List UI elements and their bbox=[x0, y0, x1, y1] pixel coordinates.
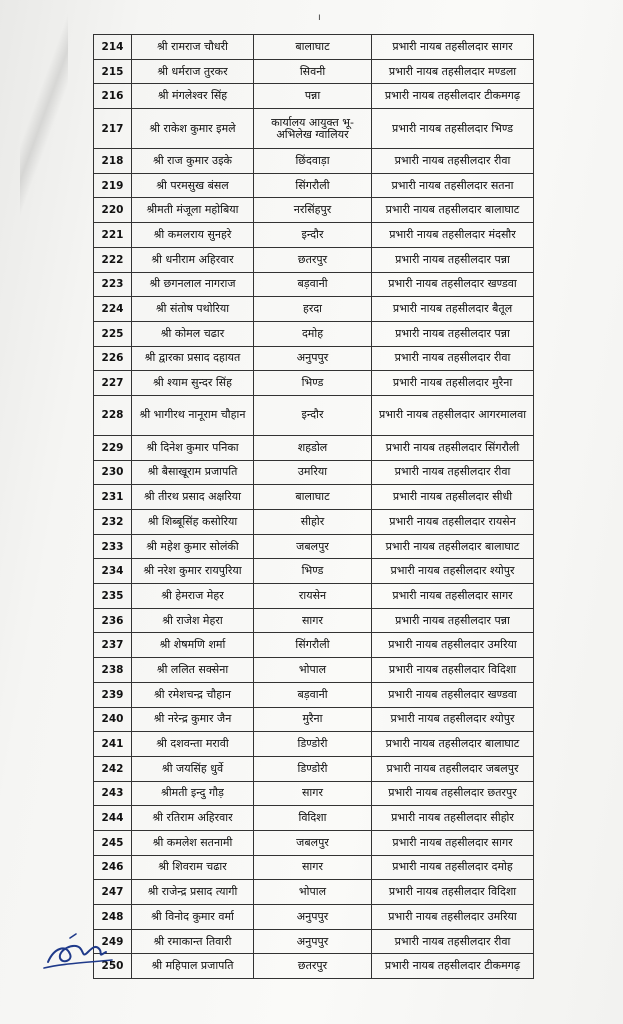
row-number: 239 bbox=[94, 682, 132, 707]
table-row bbox=[94, 608, 534, 633]
table-row bbox=[94, 781, 534, 806]
table-row bbox=[94, 321, 534, 346]
table-row bbox=[94, 173, 534, 198]
table-row bbox=[94, 395, 534, 435]
table-row bbox=[94, 707, 534, 732]
row-number: 238 bbox=[94, 658, 132, 683]
posted-as: प्रभारी नायब तहसीलदार बालाघाट bbox=[372, 198, 534, 223]
current-district: उमरिया bbox=[254, 460, 372, 485]
current-district: बालाघाट bbox=[254, 35, 372, 60]
row-number: 226 bbox=[94, 346, 132, 371]
table-row bbox=[94, 460, 534, 485]
row-number: 247 bbox=[94, 880, 132, 905]
officer-name: श्री कमलराय सुनहरे bbox=[132, 223, 254, 248]
posted-as: प्रभारी नायब तहसीलदार विदिशा bbox=[372, 658, 534, 683]
current-district: कार्यालय आयुक्त भू-अभिलेख ग्वालियर bbox=[254, 109, 372, 149]
current-district: सीहोर bbox=[254, 510, 372, 535]
posted-as: प्रभारी नायब तहसीलदार विदिशा bbox=[372, 880, 534, 905]
table-row bbox=[94, 346, 534, 371]
current-district: हरदा bbox=[254, 297, 372, 322]
row-number: 246 bbox=[94, 855, 132, 880]
row-number: 236 bbox=[94, 608, 132, 633]
row-number: 229 bbox=[94, 435, 132, 460]
current-district: रायसेन bbox=[254, 584, 372, 609]
signature-icon bbox=[40, 930, 120, 975]
row-number: 250 bbox=[94, 954, 132, 979]
posted-as: प्रभारी नायब तहसीलदार सीधी bbox=[372, 485, 534, 510]
officer-name: श्री श्याम सुन्दर सिंह bbox=[132, 371, 254, 396]
posted-as: प्रभारी नायब तहसीलदार रीवा bbox=[372, 929, 534, 954]
posted-as: प्रभारी नायब तहसीलदार जबलपुर bbox=[372, 756, 534, 781]
posting-table bbox=[93, 34, 534, 979]
table-row bbox=[94, 84, 534, 109]
officer-name: श्री शिवराम चढार bbox=[132, 855, 254, 880]
table-row bbox=[94, 855, 534, 880]
posted-as: प्रभारी नायब तहसीलदार सागर bbox=[372, 35, 534, 60]
posted-as: प्रभारी नायब तहसीलदार पन्ना bbox=[372, 247, 534, 272]
posted-as: प्रभारी नायब तहसीलदार सीहोर bbox=[372, 806, 534, 831]
posted-as: प्रभारी नायब तहसीलदार सागर bbox=[372, 830, 534, 855]
table-row bbox=[94, 584, 534, 609]
posted-as: प्रभारी नायब तहसीलदार रायसेन bbox=[372, 510, 534, 535]
posted-as: प्रभारी नायब तहसीलदार पन्ना bbox=[372, 321, 534, 346]
posted-as: प्रभारी नायब तहसीलदार श्योपुर bbox=[372, 559, 534, 584]
officer-name: श्री कमलेश सतनामी bbox=[132, 830, 254, 855]
row-number: 223 bbox=[94, 272, 132, 297]
posted-as: प्रभारी नायब तहसीलदार बालाघाट bbox=[372, 534, 534, 559]
current-district: भोपाल bbox=[254, 658, 372, 683]
officer-name: श्री नरेन्द्र कुमार जैन bbox=[132, 707, 254, 732]
table-row bbox=[94, 59, 534, 84]
row-number: 215 bbox=[94, 59, 132, 84]
current-district: नरसिंहपुर bbox=[254, 198, 372, 223]
officer-name: श्री दशवन्ता मरावी bbox=[132, 732, 254, 757]
posted-as: प्रभारी नायब तहसीलदार सिंगरौली bbox=[372, 435, 534, 460]
officer-name: श्री धनीराम अहिरवार bbox=[132, 247, 254, 272]
officer-name: श्री छगनलाल नागराज bbox=[132, 272, 254, 297]
officer-name: श्री धर्मराज तुरकर bbox=[132, 59, 254, 84]
row-number: 232 bbox=[94, 510, 132, 535]
table-row bbox=[94, 830, 534, 855]
posted-as: प्रभारी नायब तहसीलदार बैतूल bbox=[372, 297, 534, 322]
row-number: 234 bbox=[94, 559, 132, 584]
officer-name: श्री जयसिंह धुर्वे bbox=[132, 756, 254, 781]
officer-name: श्री तीरथ प्रसाद अक्षरिया bbox=[132, 485, 254, 510]
row-number: 214 bbox=[94, 35, 132, 60]
officer-name: श्री संतोष पथोरिया bbox=[132, 297, 254, 322]
page-fold-shadow bbox=[20, 0, 68, 230]
row-number: 242 bbox=[94, 756, 132, 781]
current-district: बालाघाट bbox=[254, 485, 372, 510]
current-district: सागर bbox=[254, 608, 372, 633]
current-district: अनुपपुर bbox=[254, 905, 372, 930]
row-number: 225 bbox=[94, 321, 132, 346]
officer-name: श्री रतिराम अहिरवार bbox=[132, 806, 254, 831]
current-district: सिंगरौली bbox=[254, 173, 372, 198]
current-district: जबलपुर bbox=[254, 830, 372, 855]
row-number: 224 bbox=[94, 297, 132, 322]
row-number: 230 bbox=[94, 460, 132, 485]
current-district: बड़वानी bbox=[254, 682, 372, 707]
row-number: 221 bbox=[94, 223, 132, 248]
table-row bbox=[94, 682, 534, 707]
row-number: 245 bbox=[94, 830, 132, 855]
table-row bbox=[94, 109, 534, 149]
officer-name: श्री रमेशचन्द्र चौहान bbox=[132, 682, 254, 707]
table-row bbox=[94, 658, 534, 683]
posted-as: प्रभारी नायब तहसीलदार पन्ना bbox=[372, 608, 534, 633]
row-number: 222 bbox=[94, 247, 132, 272]
row-number: 235 bbox=[94, 584, 132, 609]
table-row bbox=[94, 371, 534, 396]
row-number: 233 bbox=[94, 534, 132, 559]
officer-name: श्री राजेश मेहरा bbox=[132, 608, 254, 633]
row-number: 218 bbox=[94, 149, 132, 174]
row-number: 217 bbox=[94, 109, 132, 149]
row-number: 237 bbox=[94, 633, 132, 658]
officer-name: श्री ललित सक्सेना bbox=[132, 658, 254, 683]
table-row bbox=[94, 35, 534, 60]
table-row bbox=[94, 905, 534, 930]
posted-as: प्रभारी नायब तहसीलदार श्योपुर bbox=[372, 707, 534, 732]
posted-as: प्रभारी नायब तहसीलदार रीवा bbox=[372, 149, 534, 174]
current-district: अनुपपुर bbox=[254, 929, 372, 954]
table-row bbox=[94, 929, 534, 954]
table-row bbox=[94, 756, 534, 781]
current-district: डिण्डोरी bbox=[254, 732, 372, 757]
posted-as: प्रभारी नायब तहसीलदार भिण्ड bbox=[372, 109, 534, 149]
table-row bbox=[94, 633, 534, 658]
officer-name: श्री रामराज चौधरी bbox=[132, 35, 254, 60]
current-district: अनुपपुर bbox=[254, 346, 372, 371]
officer-name: श्री राजेन्द्र प्रसाद त्यागी bbox=[132, 880, 254, 905]
current-district: पन्ना bbox=[254, 84, 372, 109]
posted-as: प्रभारी नायब तहसीलदार खण्डवा bbox=[372, 272, 534, 297]
current-district: भिण्ड bbox=[254, 559, 372, 584]
current-district: डिण्डोरी bbox=[254, 756, 372, 781]
posted-as: प्रभारी नायब तहसीलदार मण्डला bbox=[372, 59, 534, 84]
officer-name: श्री शेषमणि शर्मा bbox=[132, 633, 254, 658]
officer-name: श्री मंगलेश्वर सिंह bbox=[132, 84, 254, 109]
officer-name: श्री महिपाल प्रजापति bbox=[132, 954, 254, 979]
table-row bbox=[94, 880, 534, 905]
current-district: दमोह bbox=[254, 321, 372, 346]
table-row bbox=[94, 510, 534, 535]
officer-name: श्री रमाकान्त तिवारी bbox=[132, 929, 254, 954]
posted-as: प्रभारी नायब तहसीलदार मुरैना bbox=[372, 371, 534, 396]
current-district: शहडोल bbox=[254, 435, 372, 460]
officer-name: श्री राज कुमार उइके bbox=[132, 149, 254, 174]
officer-name: श्री शिब्बूसिंह कसोरिया bbox=[132, 510, 254, 535]
row-number: 249 bbox=[94, 929, 132, 954]
officer-name: श्री महेश कुमार सोलंकी bbox=[132, 534, 254, 559]
officer-name: श्री दिनेश कुमार पनिका bbox=[132, 435, 254, 460]
posting-table-body bbox=[94, 35, 534, 979]
table-row bbox=[94, 297, 534, 322]
officer-name: श्री परमसुख बंसल bbox=[132, 173, 254, 198]
officer-name: श्री नरेश कुमार रायपुरिया bbox=[132, 559, 254, 584]
row-number: 228 bbox=[94, 395, 132, 435]
table-row bbox=[94, 806, 534, 831]
posted-as: प्रभारी नायब तहसीलदार मंदसौर bbox=[372, 223, 534, 248]
current-district: सिवनी bbox=[254, 59, 372, 84]
table-row bbox=[94, 732, 534, 757]
posted-as: प्रभारी नायब तहसीलदार छतरपुर bbox=[372, 781, 534, 806]
posted-as: प्रभारी नायब तहसीलदार बालाघाट bbox=[372, 732, 534, 757]
current-district: इन्दौर bbox=[254, 395, 372, 435]
current-district: सिंगरौली bbox=[254, 633, 372, 658]
officer-name: श्री बैसाखूराम प्रजापति bbox=[132, 460, 254, 485]
row-number: 227 bbox=[94, 371, 132, 396]
posted-as: प्रभारी नायब तहसीलदार सतना bbox=[372, 173, 534, 198]
page-mark: ı bbox=[318, 12, 321, 23]
officer-name: श्रीमती मंजूला महोबिया bbox=[132, 198, 254, 223]
table-row bbox=[94, 954, 534, 979]
row-number: 216 bbox=[94, 84, 132, 109]
table-row bbox=[94, 435, 534, 460]
current-district: भोपाल bbox=[254, 880, 372, 905]
posted-as: प्रभारी नायब तहसीलदार उमरिया bbox=[372, 633, 534, 658]
officer-name: श्री द्वारका प्रसाद दहायत bbox=[132, 346, 254, 371]
row-number: 219 bbox=[94, 173, 132, 198]
row-number: 220 bbox=[94, 198, 132, 223]
officer-name: श्री राकेश कुमार इमले bbox=[132, 109, 254, 149]
row-number: 248 bbox=[94, 905, 132, 930]
current-district: छतरपुर bbox=[254, 954, 372, 979]
current-district: सागर bbox=[254, 781, 372, 806]
posted-as: प्रभारी नायब तहसीलदार आगरमालवा bbox=[372, 395, 534, 435]
officer-name: श्रीमती इन्दु गौड़ bbox=[132, 781, 254, 806]
current-district: सागर bbox=[254, 855, 372, 880]
posted-as: प्रभारी नायब तहसीलदार टीकमगढ़ bbox=[372, 84, 534, 109]
table-row bbox=[94, 534, 534, 559]
posted-as: प्रभारी नायब तहसीलदार सागर bbox=[372, 584, 534, 609]
current-district: भिण्ड bbox=[254, 371, 372, 396]
current-district: छतरपुर bbox=[254, 247, 372, 272]
posted-as: प्रभारी नायब तहसीलदार दमोह bbox=[372, 855, 534, 880]
current-district: विदिशा bbox=[254, 806, 372, 831]
row-number: 231 bbox=[94, 485, 132, 510]
row-number: 240 bbox=[94, 707, 132, 732]
current-district: मुरैना bbox=[254, 707, 372, 732]
table-row bbox=[94, 485, 534, 510]
current-district: इन्दौर bbox=[254, 223, 372, 248]
table-row bbox=[94, 272, 534, 297]
table-row bbox=[94, 223, 534, 248]
officer-name: श्री कोमल चढार bbox=[132, 321, 254, 346]
posted-as: प्रभारी नायब तहसीलदार उमरिया bbox=[372, 905, 534, 930]
table-row bbox=[94, 149, 534, 174]
table-row bbox=[94, 559, 534, 584]
posted-as: प्रभारी नायब तहसीलदार टीकमगढ़ bbox=[372, 954, 534, 979]
table-row bbox=[94, 247, 534, 272]
current-district: छिंदवाड़ा bbox=[254, 149, 372, 174]
current-district: जबलपुर bbox=[254, 534, 372, 559]
current-district: बड़वानी bbox=[254, 272, 372, 297]
posted-as: प्रभारी नायब तहसीलदार रीवा bbox=[372, 346, 534, 371]
row-number: 243 bbox=[94, 781, 132, 806]
posted-as: प्रभारी नायब तहसीलदार खण्डवा bbox=[372, 682, 534, 707]
posted-as: प्रभारी नायब तहसीलदार रीवा bbox=[372, 460, 534, 485]
officer-name: श्री विनोद कुमार वर्मा bbox=[132, 905, 254, 930]
officer-name: श्री हेमराज मेहर bbox=[132, 584, 254, 609]
table-row bbox=[94, 198, 534, 223]
row-number: 244 bbox=[94, 806, 132, 831]
officer-name: श्री भागीरथ नानूराम चौहान bbox=[132, 395, 254, 435]
row-number: 241 bbox=[94, 732, 132, 757]
